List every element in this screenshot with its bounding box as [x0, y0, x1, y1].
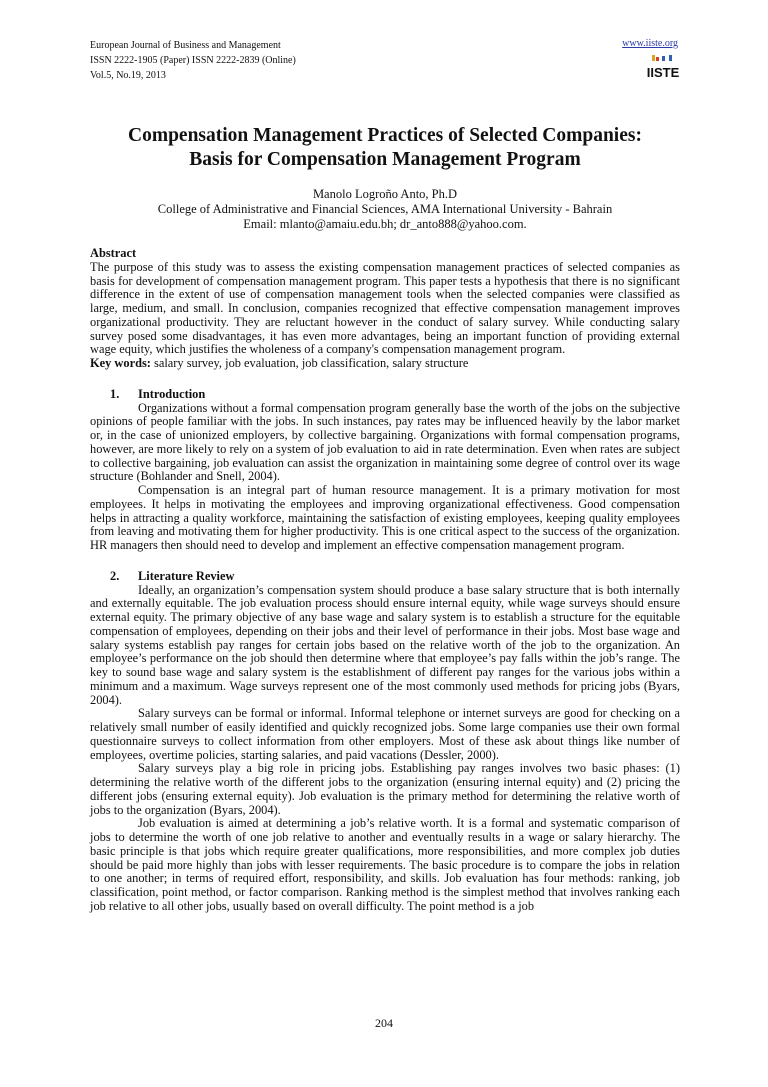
paper-title — [90, 124, 680, 172]
paragraph: Ideally, an organization’s compensation system should produce a base salary structure that is both internally and externally equitable. The job evaluation process should ensure internal equity, while wage surveys should ensure external equity. The primary objective of any base wage and salary system is to establish a structure for the equitable compensation of employees, depending on their jobs and their level of performance in their jobs. Most base wage and salary systems establish pay ranges for certain jobs based on the relative worth of the job to the organization. An employee’s performance on the job should then determine where that employee’s pay falls within the job’s range. The key to sound base wage and salary system is the establishment of different pay ranges for the various jobs within a minimum and a maximum. Wage surveys represent one of the most commonly used methods for pricing jobs (Byars, 2004). — [90, 582, 680, 707]
section-heading-introduction — [90, 388, 680, 402]
journal-name: European Journal of Business and Management — [90, 40, 281, 51]
paragraph: Salary surveys play a big role in pricing jobs. Establishing pay ranges involves two basic phases: (1) determining the relative worth of the different jobs to the organization (ensuring internal equity) and (2) pricing the different jobs (ensuring external equity). Job evaluation is the primary method for determining the relative worth of jobs to the organization (Byars, 2004). — [90, 761, 680, 817]
author-block — [90, 187, 680, 232]
page-number: 204 — [375, 1016, 393, 1030]
paragraph: Salary surveys can be formal or informal. Informal telephone or internet surveys are good for checking on a relatively small number of easily identified and quickly recognized jobs. Some large companies use their own formal questionnaire surveys to collect information from other employers. Most of these ask about things like number of employees, overtime policies, starting salaries, and paid vacations (Dessler, 2000). — [90, 706, 680, 762]
email: Email: mlanto@amaiu.edu.bh; dr_anto888@yahoo.com. — [243, 217, 527, 231]
paragraph: Organizations without a formal compensation program generally base the worth of the jobs on the subjective opinions of people familiar with the jobs. In such instances, pay rates may be influenced heavily by the labor market or, in the case of unionized employers, by collective bargaining. Organizations with formal compensation programs, however, are more likely to rely on a system of job evaluation to aid in rate determination. Even when rates are subject to collective bargaining, job evaluation can assist the organization in maintaining some degree of control over its wage structure (Bohlander and Snell, 2004). — [90, 400, 680, 484]
title-line-1: Compensation Management Practices of Selected Companies: — [128, 125, 642, 146]
keywords-text: salary survey, job evaluation, job classification, salary structure — [150, 356, 469, 370]
abstract-text: The purpose of this study was to assess the existing compensation management practices of selected companies as basis for development of compensation management program. This paper tests a hypothesis that there is no significant difference in the extent of use of compensation management tools when the selected companies were classified as large, medium, and small. In conclusion, companies recognized that effective compensation management improves organizational productivity. They are reluctant however in the conduct of salary survey. While conducting salary survey posed some disadvantages, it has even more advantages, being an important function of providing external wage equity, which justifies the wholeness of a company's compensation management program. — [90, 259, 680, 357]
title-line-2: Basis for Compensation Management Program — [189, 149, 581, 170]
journal-url-link[interactable]: www.iiste.org — [622, 38, 678, 49]
section-number: 2. — [110, 568, 120, 583]
paragraph: Compensation is an integral part of human resource management. It is a primary motivation for most employees. It helps in motivating the employees and improving organizational effectiveness. Good compensation helps in attracting a quality workforce, maintaining the satisfaction of existing employees, keeping quality employees from leaving and motivating them for higher productivity. This is one critical aspect to the success of the organization. HR managers then should need to develop and implement an effective compensation management program. — [90, 483, 680, 552]
section-number: 1. — [110, 386, 120, 401]
svg-text:IISTE: IISTE — [646, 65, 680, 80]
paper-body — [90, 247, 680, 914]
affiliation: College of Administrative and Financial Sciences, AMA International University - Bahrain — [157, 202, 613, 216]
journal-header — [90, 38, 296, 83]
iiste-logo-icon — [646, 55, 680, 80]
volume: Vol.5, No.19, 2013 — [90, 70, 166, 81]
abstract-heading: Abstract — [90, 246, 137, 260]
section-heading-literature-review — [90, 570, 680, 584]
paragraph: Job evaluation is aimed at determining a job’s relative worth. It is a formal and systematic comparison of jobs to determine the worth of one job relative to another and eventually results in a wage or salary hierarchy. The basic principle is that jobs which require greater qualifications, more responsibilities, and more complex job duties should be paid more highly than jobs with lesser requirements. The basic procedure is to compare the jobs in relation to one another; in terms of required effort, responsibility, and skills. Job evaluation has four methods: ranking, job classification, point method, or factor comparison. Ranking method is the simplest method that involves ranking each job relative to all other jobs, usually based on overall difficulty. The point method is a job — [90, 816, 680, 913]
keywords — [90, 357, 680, 371]
keywords-label: Key words: — [90, 356, 151, 370]
issn: ISSN 2222-1905 (Paper) ISSN 2222-2839 (Online) — [90, 55, 296, 66]
section-title: Introduction — [138, 386, 206, 401]
section-title: Literature Review — [138, 568, 235, 583]
author-name: Manolo Logroño Anto, Ph.D — [312, 187, 458, 201]
